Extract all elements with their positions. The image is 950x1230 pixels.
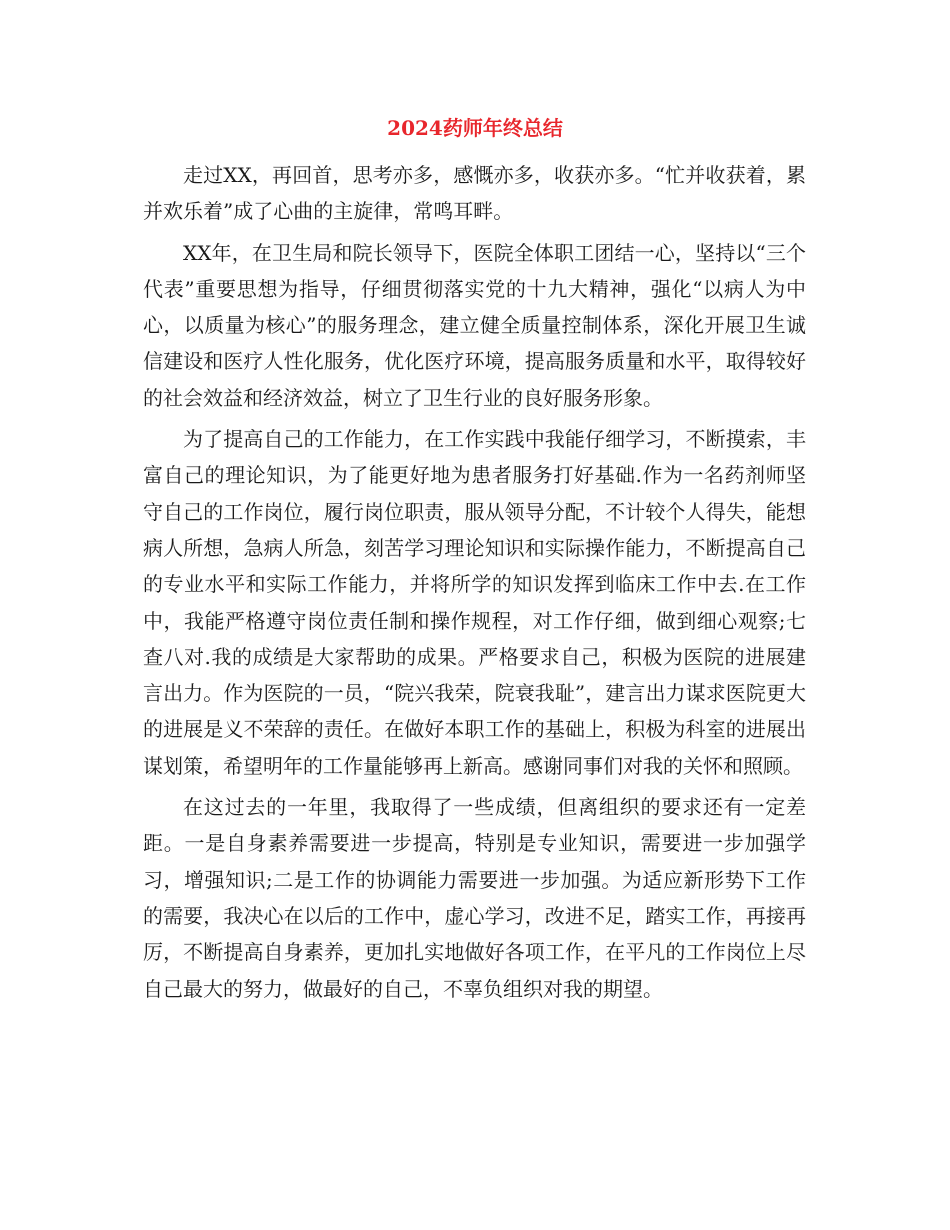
paragraph-4: 在这过去的一年里，我取得了一些成绩，但离组织的要求还有一定差距。一是自身素养需要进一步提高，特别是专业知识，需要进一步加强学习，增强知识;二是工作的协调能力需要进一步加强。为适应新形势下工作的需要，我决心在以后的工作中，虚心学习，改进不足，踏实工作，再接再厉，不断提高自身素养，更加扎实地做好各项工作，在平凡的工作岗位上尽自己最大的努力，做最好的自己，不辜负组织对我的期望。: [143, 795, 806, 1001]
paragraph-3: 为了提高自己的工作能力，在工作实践中我能仔细学习，不断摸索，丰富自己的理论知识，为了能更好地为患者服务打好基础.作为一名药剂师坚守自己的工作岗位，履行岗位职责，服从领导分配，不计较个人得失，能想病人所想，急病人所急，刻苦学习理论知识和实际操作能力，不断提高自己的专业水平和实际工作能力，并将所学的知识发挥到临床工作中去.在工作中，我能严格遵守岗位责任制和操作规程，对工作仔细，做到细心观察;七查八对.我的成绩是大家帮助的成果。严格要求自己，积极为医院的进展建言出力。作为医院的一员，“院兴我荣，院衰我耻”，建言出力谋求医院更大的进展是义不荣辞的责任。在做好本职工作的基础上，积极为科室的进展出谋划策，希望明年的工作量能够再上新高。感谢同事们对我的关怀和照顾。: [143, 427, 806, 778]
paragraph-2: XX年，在卫生局和院长领导下，医院全体职工团结一心，坚持以“三个代表”重要思想为指导，仔细贯彻落实党的十九大精神，强化“以病人为中心，以质量为核心”的服务理念，建立健全质量控制体系，深化开展卫生诚信建设和医疗人性化服务，优化医疗环境，提高服务质量和水平，取得较好的社会效益和经济效益，树立了卫生行业的良好服务形象。: [143, 240, 806, 410]
paragraph-1: 走过XX，再回首，思考亦多，感慨亦多，收获亦多。“忙并收获着，累并欢乐着”成了心曲的主旋律，常鸣耳畔。: [143, 163, 806, 224]
document-body: [143, 157, 806, 1012]
document-title: 2024药师年终总结: [387, 116, 563, 140]
